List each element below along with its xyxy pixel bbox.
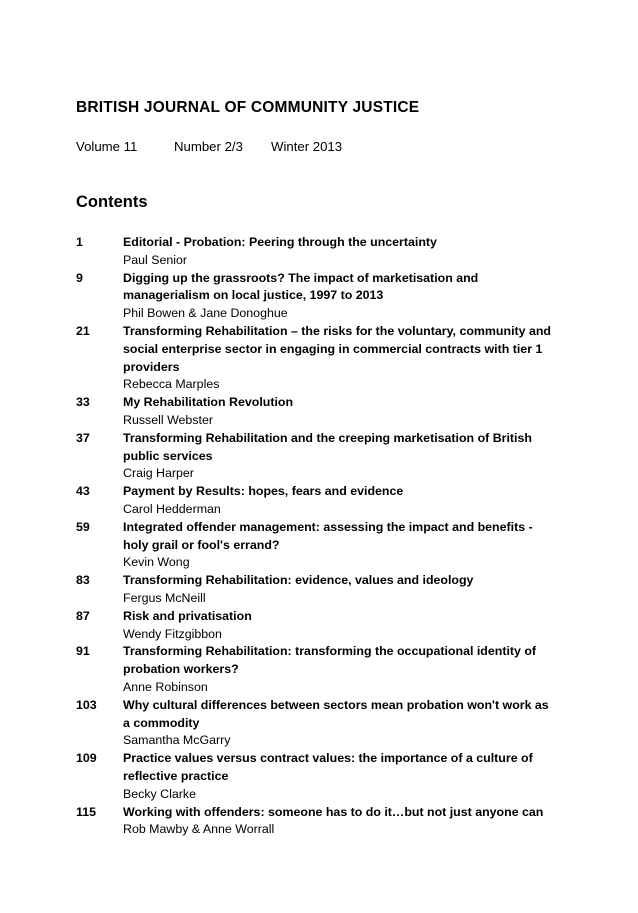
toc-article-author: Phil Bowen & Jane Donoghue [123, 306, 288, 321]
issue-number: Number 2/3 [174, 139, 243, 154]
toc-page-number: 115 [76, 804, 96, 819]
toc-article-author: Russell Webster [123, 412, 213, 427]
toc-article-author: Fergus McNeill [123, 590, 206, 605]
toc-entry [76, 697, 556, 750]
toc-page-number: 103 [76, 697, 97, 712]
toc-article-title: Risk and privatisation [123, 608, 252, 623]
toc-entry [76, 483, 556, 519]
toc-entry [76, 750, 556, 803]
toc-article-author: Rob Mawby & Anne Worrall [123, 822, 275, 837]
toc-entry [76, 270, 556, 323]
toc-entry [76, 608, 556, 644]
toc-entry [76, 643, 556, 696]
toc-entry [76, 234, 556, 270]
toc-article-author: Kevin Wong [123, 555, 190, 570]
toc-article-author: Samantha McGarry [123, 733, 231, 748]
toc-article-author: Craig Harper [123, 466, 194, 481]
toc-article-author: Carol Hedderman [123, 501, 221, 516]
toc-article-title: Transforming Rehabilitation: transforming the occupational identity of probation workers? [123, 644, 537, 677]
issue-season: Winter 2013 [271, 139, 343, 154]
toc-article-author: Rebecca Marples [123, 377, 220, 392]
table-of-contents [76, 234, 556, 839]
toc-entry [76, 323, 556, 394]
contents-heading: Contents [76, 193, 148, 211]
toc-page-number: 91 [76, 644, 90, 659]
toc-page-number: 83 [76, 573, 90, 588]
toc-page-number: 1 [76, 235, 83, 249]
toc-article-title: Integrated offender management: assessing the impact and benefits - holy grail or fool's errand? [123, 519, 533, 552]
toc-page-number: 59 [76, 519, 90, 534]
toc-entry [76, 572, 556, 608]
toc-article-title: Payment by Results: hopes, fears and evidence [123, 484, 404, 499]
toc-page-number: 87 [76, 608, 90, 623]
toc-article-title: Transforming Rehabilitation and the creeping marketisation of British public services [123, 430, 532, 463]
toc-page-number: 37 [76, 430, 90, 445]
toc-page-number: 109 [76, 751, 97, 766]
toc-entry [76, 519, 556, 572]
toc-article-title: Transforming Rehabilitation – the risks for the voluntary, community and social enterprise sector in engaging in commercial contracts with tier 1 providers [123, 323, 552, 374]
toc-article-author: Becky Clarke [123, 786, 196, 801]
toc-article-title: Digging up the grassroots? The impact of marketisation and managerialism on local justice, 1997 to 2013 [123, 270, 479, 303]
toc-page-number: 33 [76, 395, 90, 410]
toc-article-author: Anne Robinson [123, 679, 208, 694]
toc-page-number: 21 [76, 323, 90, 338]
toc-entry [76, 430, 556, 483]
issue-volume: Volume 11 [76, 139, 138, 154]
toc-article-author: Paul Senior [123, 252, 188, 267]
toc-page-number: 43 [76, 484, 90, 499]
toc-article-title: Working with offenders: someone has to do it…but not just anyone can [123, 804, 544, 819]
toc-article-author: Wendy Fitzgibbon [123, 626, 222, 641]
toc-page-number: 9 [76, 270, 83, 285]
toc-article-title: Transforming Rehabilitation: evidence, values and ideology [123, 573, 474, 588]
journal-title: BRITISH JOURNAL OF COMMUNITY JUSTICE [76, 99, 420, 116]
toc-entry [76, 394, 556, 430]
toc-article-title: Editorial - Probation: Peering through the uncertainty [123, 235, 437, 249]
toc-article-title: My Rehabilitation Revolution [123, 395, 294, 410]
toc-entry [76, 804, 556, 840]
toc-article-title: Practice values versus contract values: the importance of a culture of reflective practice [123, 751, 533, 783]
toc-article-title: Why cultural differences between sectors mean probation won't work as a commodity [123, 697, 549, 730]
